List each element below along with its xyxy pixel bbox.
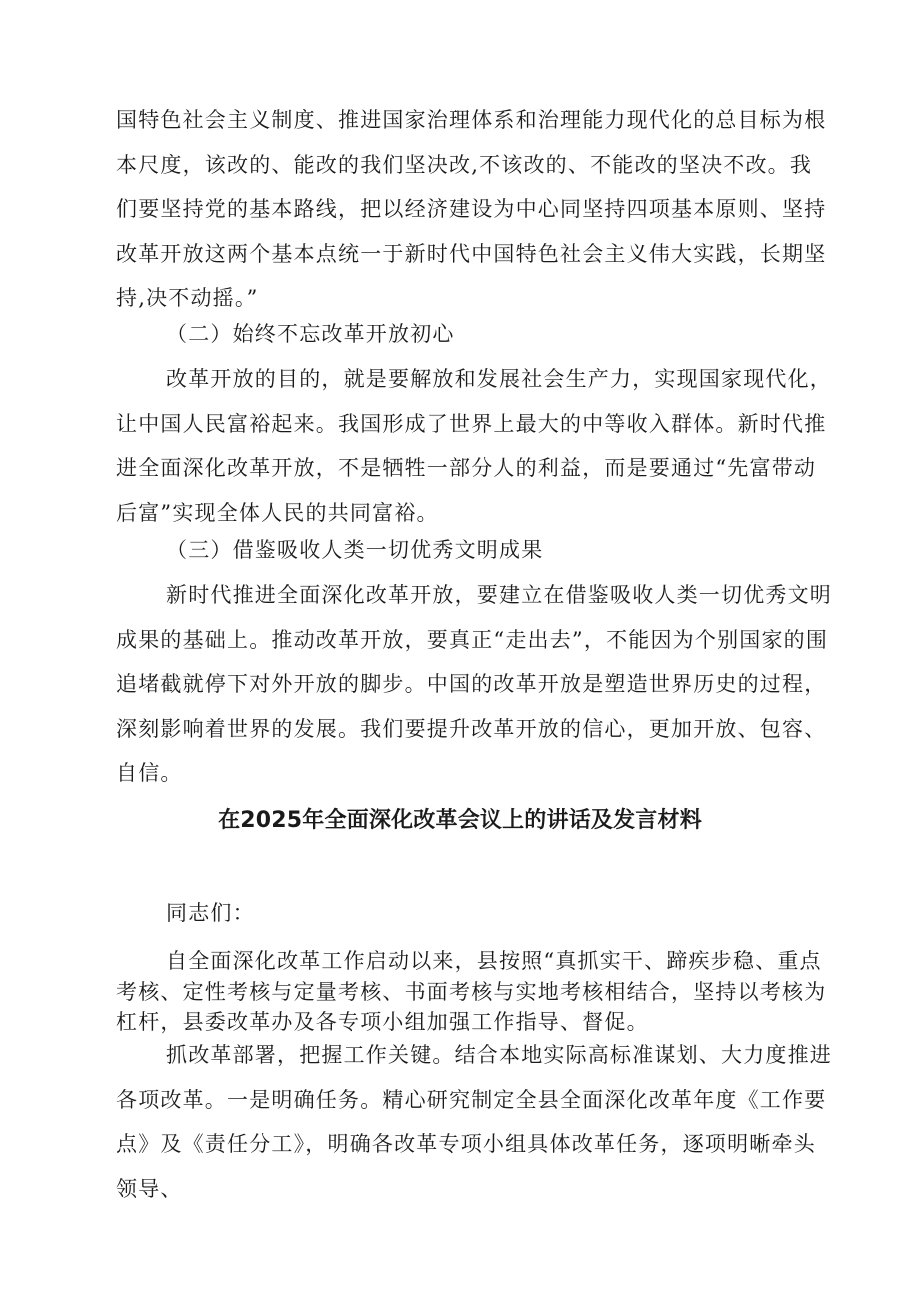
paragraph-reform-start: 自全面深化改革工作启动以来，县按照“真抓实干、蹄疾步稳、重点考核、定性考核与定量考核、书面考核与实地考核相结合，坚持以考核为杠杆，县委改革办及各专项小组加强工作指导、督促。 bbox=[116, 949, 827, 1034]
salutation: 同志们： bbox=[166, 901, 255, 925]
document-title: 在2025年全面深化改革会议上的讲话及发言材料 bbox=[218, 808, 702, 833]
subheading-two: （二）始终不忘改革开放初心 bbox=[166, 322, 455, 346]
paragraph-reform-deployment: 抓改革部署，把握工作关键。结合本地实际高标准谋划、大力度推进各项改革。一是明确任务。精心研究制定全县全面深化改革年度《工作要点》及《责任分工》，明确各改革专项小组具体改革任务，逐项明晰牵头领导、 bbox=[116, 1043, 832, 1201]
subheading-three: （三）借鉴吸收人类一切优秀文明成果 bbox=[166, 538, 544, 562]
paragraph-learn-civilization: 新时代推进全面深化改革开放，要建立在借鉴吸收人类一切优秀文明成果的基础上。推动改革开放，要真正“走出去”，不能因为个别国家的围追堵截就停下对外开放的脚步。中国的改革开放是塑造世界历史的过程，深刻影响着世界的发展。我们要提升改革开放的信心，更加开放、包容、自信。 bbox=[116, 583, 832, 785]
paragraph-reform-purpose: 改革开放的目的，就是要解放和发展社会生产力，实现国家现代化，让中国人民富裕起来。我国形成了世界上最大的中等收入群体。新时代推进全面深化改革开放，不是牺牲一部分人的利益，而是要通过“先富带动后富”实现全体人民的共同富裕。 bbox=[116, 367, 832, 525]
continuation-paragraph: 国特色社会主义制度、推进国家治理体系和治理能力现代化的总目标为根本尺度，该改的、能改的我们坚决改,不该改的、不能改的坚决不改。我们要坚持党的基本路线，把以经济建设为中心同坚持四项基本原则、坚持改革开放这两个基本点统一于新时代中国特色社会主义伟大实践，长期坚持,决不动摇。” bbox=[116, 108, 827, 310]
